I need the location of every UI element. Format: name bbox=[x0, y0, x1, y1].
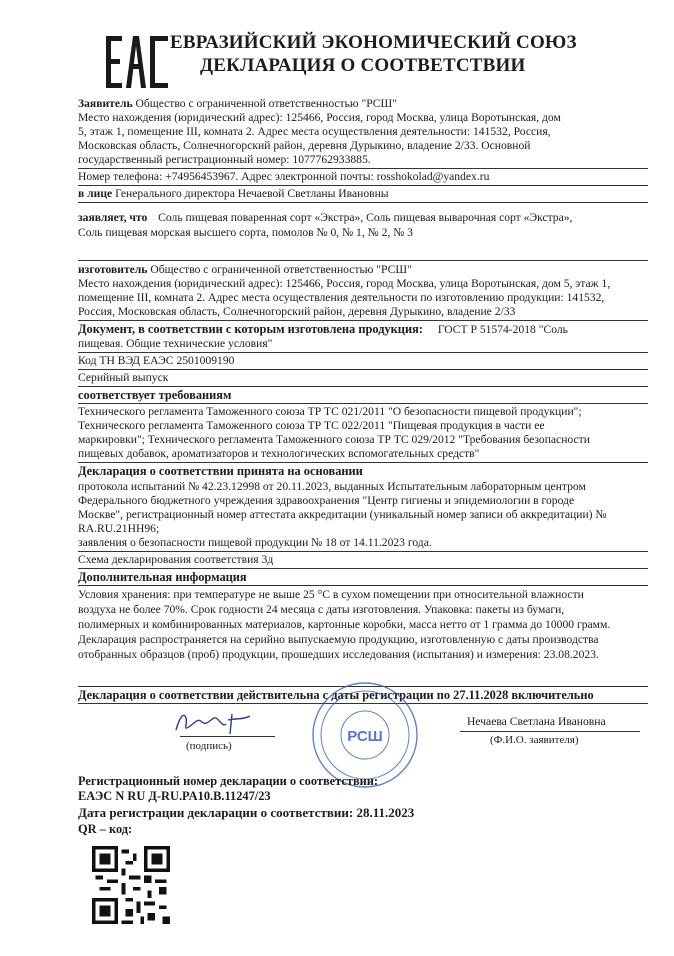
applicant-address-3: Московская область, Солнечногорский район, деревня Дурыкино, владение 2/33. Основной bbox=[78, 139, 531, 152]
person-label: в лице bbox=[78, 187, 113, 200]
document-block bbox=[78, 322, 648, 337]
requirements-line1: Технического регламента Таможенного союза ТР ТС 021/2011 "О безопасности пищевой продукции"; bbox=[78, 405, 582, 418]
basis-label: Декларация о соответствии принята на основании bbox=[78, 464, 363, 478]
applicant-label: Заявитель bbox=[78, 97, 133, 110]
signature-image bbox=[170, 708, 260, 738]
additional-line5: отобранных образцов (проб) продукции, прошедших исследования (испытания) и измерения: 23.08.2023. bbox=[78, 648, 599, 661]
manufacturer-name: Общество с ограниченной ответственностью "РСШ" bbox=[150, 263, 412, 276]
document-value2: пищевая. Общие технические условия" bbox=[78, 337, 273, 350]
declares-line1: Соль пищевая поваренная сорт «Экстра», Соль пищевая выварочная сорт «Экстра», bbox=[158, 211, 573, 224]
additional-line4: Декларация распространяется на серийно выпускаемую продукцию, изготовленную с даты производства bbox=[78, 633, 599, 646]
additional-line1: Условия хранения: при температуре не выше 25 °С в сухом помещении при относительной влажности bbox=[78, 588, 584, 601]
basis-line5: заявления о безопасности пищевой продукции № 18 от 14.11.2023 года. bbox=[78, 536, 432, 549]
validity-text: Декларация о соответствии действительна с даты регистрации по 27.11.2028 включительно bbox=[78, 688, 594, 702]
applicant-fio: Нечаева Светлана Ивановна bbox=[467, 715, 606, 728]
manufacturer-line3: Россия, Московская область, Солнечногорский район, деревня Дурыкино, владение 2/33 bbox=[78, 305, 516, 318]
manufacturer-label: изготовитель bbox=[78, 263, 148, 276]
applicant-phone: Номер телефона: +74956453967. Адрес электронной почты: rosshokolad@yandex.ru bbox=[78, 170, 490, 183]
additional-label: Дополнительная информация bbox=[78, 570, 247, 584]
registration-date: Дата регистрации декларации о соответствии: 28.11.2023 bbox=[78, 805, 415, 820]
additional-line2: воздуха не более 70%. Срок годности 24 месяца с даты изготовления. Упаковка: пакеты из бумаги, bbox=[78, 603, 565, 616]
declares-block bbox=[78, 211, 648, 225]
tn-ved-code: Код ТН ВЭД ЕАЭС 2501009190 bbox=[78, 354, 235, 367]
signature-label: (подпись) bbox=[186, 740, 232, 752]
header-title-declaration: ДЕКЛАРАЦИЯ О СООТВЕТСТВИИ bbox=[200, 55, 526, 76]
manufacturer-line2: помещение III, комната 2. Адрес места осуществления деятельности по изготовлению продукции: 141532, bbox=[78, 291, 605, 304]
person-block bbox=[78, 187, 648, 201]
requirements-label: соответствует требованиям bbox=[78, 388, 232, 402]
basis-line2: Федерального бюджетного учреждения здравоохранения "Центр гигиены и эпидемиологии в городе bbox=[78, 494, 575, 507]
manufacturer-block bbox=[78, 263, 648, 277]
registration-label: Регистрационный номер декларации о соответствии: bbox=[78, 774, 379, 788]
document-value1: ГОСТ Р 51574-2018 "Соль bbox=[437, 323, 568, 336]
fio-label: (Ф.И.О. заявителя) bbox=[490, 734, 579, 746]
qr-code bbox=[92, 846, 170, 924]
basis-line3: Москве", регистрационный номер аттестата аккредитации (уникальный номер записи об аккредитации) № bbox=[78, 508, 607, 521]
declaration-scheme: Схема декларирования соответствия 3д bbox=[78, 553, 274, 566]
declares-label: заявляет, что bbox=[78, 211, 148, 224]
declares-line2: Соль пищевая морская высшего сорта, помолов № 0, № 1, № 2, № 3 bbox=[78, 226, 413, 239]
manufacturer-line1: Место нахождения (юридический адрес): 125466, Россия, город Москва, улица Воротынская, дом 5, этаж 1, bbox=[78, 277, 611, 290]
stamp-text: РСШ bbox=[347, 728, 383, 745]
person-value: Генерального директора Нечаевой Светланы Ивановны bbox=[115, 187, 389, 200]
additional-line3: полимерных и комбинированных материалов, картонные коробки, масса нетто от 1 грамма до 10000 грамм. bbox=[78, 618, 611, 631]
registration-number: ЕАЭС N RU Д-RU.PA10.B.11247/23 bbox=[78, 789, 271, 803]
header-title-union: ЕВРАЗИЙСКИЙ ЭКОНОМИЧЕСКИЙ СОЮЗ bbox=[170, 32, 577, 53]
requirements-line3: маркировки"; Технического регламента Таможенного союза ТР ТС 029/2012 "Требования безопасности bbox=[78, 433, 590, 446]
qr-label: QR – код: bbox=[78, 822, 133, 836]
basis-line1: протокола испытаний № 42.23.12998 от 20.11.2023, выданных Испытательным лабораторным центром bbox=[78, 480, 586, 493]
serial-release: Серийный выпуск bbox=[78, 371, 169, 384]
requirements-line4: пищевых добавок, ароматизаторов и технологических вспомогательных средств" bbox=[78, 447, 480, 460]
applicant-block bbox=[78, 97, 648, 111]
applicant-address-1: Место нахождения (юридический адрес): 125466, Россия, город Москва, улица Воротынская, дом bbox=[78, 111, 561, 124]
applicant-name: Общество с ограниченной ответственностью "РСШ" bbox=[135, 97, 397, 110]
requirements-line2: Технического регламента Таможенного союза ТР ТС 022/2011 "Пищевая продукция в части ее bbox=[78, 419, 545, 432]
basis-line4: RA.RU.21НН96; bbox=[78, 522, 160, 535]
eac-logo bbox=[106, 36, 168, 88]
applicant-address-2: 5, этаж 1, помещение III, комната 2. Адрес места осуществления деятельности: 141532, Россия, bbox=[78, 125, 551, 138]
applicant-address-4: государственный регистрационный номер: 1077762933885. bbox=[78, 153, 371, 166]
document-label: Документ, в соответствии с которым изготовлена продукция: bbox=[78, 322, 423, 336]
